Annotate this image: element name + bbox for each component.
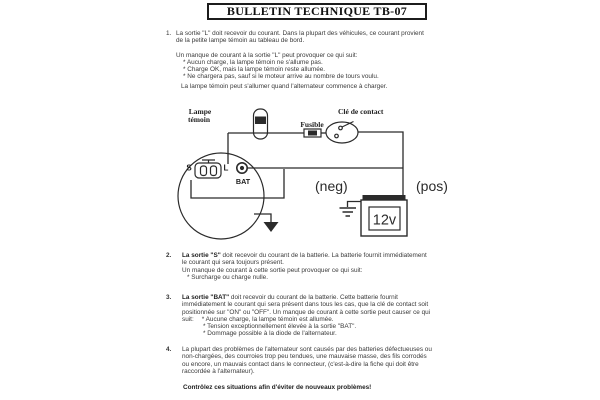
text-line: La plupart des problèmes de l'alternateur sont causés par des batteries défectueuses ou xyxy=(182,346,432,353)
ignition-switch-icon xyxy=(326,107,384,143)
alternator-ground-icon xyxy=(254,214,279,232)
plug-pin-s xyxy=(201,166,207,176)
bat-terminal-dot xyxy=(240,166,244,170)
ground-arrow xyxy=(264,222,279,232)
paragraph-3-number: 3. xyxy=(166,294,172,301)
text-line: non-chargées, des courroies trop peu tendues, une mauvaise masse, des fils corrodés xyxy=(182,353,427,361)
ignition-key-label: Clé de contact xyxy=(338,107,384,116)
bat-terminal xyxy=(236,163,251,186)
plug-pin-l xyxy=(211,166,217,176)
switch-to-battery-wire xyxy=(358,132,403,196)
battery-icon xyxy=(361,195,407,236)
paragraph-4 xyxy=(166,346,466,391)
text-line xyxy=(166,252,466,259)
text-line xyxy=(166,316,466,323)
text-line: de la petite lampe témoin au tableau de bord. xyxy=(176,37,305,45)
battery-top-band xyxy=(363,195,406,200)
neg-label: (neg) xyxy=(315,178,348,194)
text-line: ou encore, un mauvais contact dans le connecteur, (c'est-à-dire la fiche qui doit être xyxy=(182,360,419,368)
connector-plug xyxy=(186,160,228,178)
lamp-label-line2: témoin xyxy=(187,115,211,124)
pos-label: (pos) xyxy=(416,178,448,194)
bullet-fragment: * Aucune charge, la lampe témoin est allumée. xyxy=(201,315,334,323)
switch-contact-1 xyxy=(335,134,339,138)
bullet-line: * Dommage possible à la diode de l'alternateur. xyxy=(203,330,337,338)
closing-warning-line: Contrôlez ces situations afin d'éviter de nouveaux problèmes! xyxy=(183,384,372,392)
bullet-line: * Tension exceptionnellement élevée à la sortie "BAT". xyxy=(203,323,357,331)
bullet-line: * Surcharge ou charge nulle. xyxy=(187,273,269,281)
text-line: raccordée à l'alternateur). xyxy=(182,367,255,375)
text-line: le courant qui sera toujours présent. xyxy=(182,259,284,267)
text-rest: doit recevoir du courant de la batterie. Cette batterie fournit xyxy=(229,294,398,301)
switch-housing xyxy=(326,122,358,143)
plug-outline xyxy=(195,163,221,178)
text-line: positionnée sur "ON" ou "OFF". Un manque de courant à cette sortie peut causer ce qui xyxy=(182,308,431,316)
page-title: BULLETIN TECHNIQUE TB-07 xyxy=(226,4,408,18)
bold-lead: La sortie "BAT" xyxy=(182,294,230,301)
battery-ground-icon xyxy=(340,202,362,217)
lamp-filament-band xyxy=(255,117,266,125)
terminal-l-label: L xyxy=(223,163,229,173)
bullet-line: * Ne chargera pas, sauf si le moteur arrive au nombre de tours voulu. xyxy=(183,73,379,81)
paragraph-2-number: 2. xyxy=(166,252,172,259)
text-fragment: suit: xyxy=(182,315,194,323)
text-rest: doit recevoir du courant de la batterie. La batterie fournit immédiatement xyxy=(220,252,427,259)
text-line: Un manque de courant à cette sortie peut provoquer ce qui suit: xyxy=(182,266,363,274)
text-line xyxy=(166,294,466,301)
paragraph-2 xyxy=(166,252,466,281)
battery-ground-stem xyxy=(348,202,362,208)
lamp-label-line1: Lampe xyxy=(188,107,212,116)
terminal-bat-label: BAT xyxy=(235,177,251,186)
earth-symbol xyxy=(340,208,357,216)
text-line: La sortie "L" doit recevoir du courant. Dans la plupart des véhicules, ce courant provient xyxy=(176,30,424,37)
fuse-element xyxy=(308,131,317,136)
text-line: immédiatement le courant qui sera présent dans tous les cas, que la clé de contact soit xyxy=(182,301,429,309)
text-line: Un manque de courant à la sortie "L" peut provoquer ce qui suit: xyxy=(176,51,358,59)
paragraph-4-number: 4. xyxy=(166,346,172,353)
paragraph-3 xyxy=(166,294,466,338)
text-line: La lampe témoin peut s'allumer quand l'alternateur commence à charger. xyxy=(181,82,388,90)
paragraph-1-number: 1. xyxy=(166,30,172,37)
switch-contact-2 xyxy=(339,126,343,130)
battery-voltage-label: 12v xyxy=(372,212,397,229)
fuse-label: Fusible xyxy=(300,120,324,129)
bullet-line: * Aucun charge, la lampe témoin ne s'allume pas. xyxy=(183,58,323,66)
bullet-line: * Charge OK, mais la lampe témoin reste allumée. xyxy=(183,66,326,74)
bold-lead: La sortie "S" xyxy=(182,252,221,259)
terminal-s-label: S xyxy=(186,163,192,173)
fuse-icon xyxy=(300,120,324,137)
